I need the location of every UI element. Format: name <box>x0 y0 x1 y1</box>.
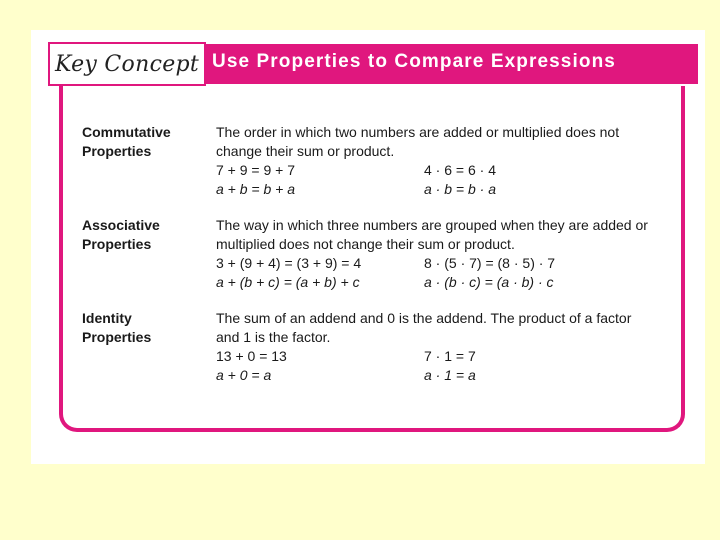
property-description-identity: The sum of an addend and 0 is the addend. The product of a factor and 1 is the factor. <box>216 310 632 345</box>
example-numeric: 7 + 9 = 9 + 7 <box>216 162 296 178</box>
key-concept-badge <box>48 42 206 86</box>
example-numeric: 3 + (9 + 4) = (3 + 9) = 4 <box>216 255 362 271</box>
example-variable: a · 1 = a <box>424 367 476 383</box>
property-name-commutative <box>82 123 207 161</box>
example-variable: a + (b + c) = (a + b) + c <box>216 274 360 290</box>
property-name-identity <box>82 309 207 347</box>
example-numeric: 13 + 0 = 13 <box>216 348 287 364</box>
example-numeric: 7 · 1 = 7 <box>424 348 476 364</box>
example-variable: a · (b · c) = (a · b) · c <box>424 274 554 290</box>
example-variable: a + b = b + a <box>216 181 296 197</box>
example-numeric: 4 · 6 = 6 · 4 <box>424 162 496 178</box>
key-concept-label: Key Concept <box>54 51 200 77</box>
example-variable: a · b = b · a <box>424 181 496 197</box>
property-name-line: Associative <box>82 217 160 233</box>
header-title: Use Properties to Compare Expressions <box>212 51 616 72</box>
property-name-line: Properties <box>82 236 152 252</box>
property-name-associative <box>82 216 207 254</box>
property-description-associative: The way in which three numbers are grouped when they are added or multiplied does not change their sum or product. <box>216 217 648 252</box>
property-name-line: Properties <box>82 143 152 159</box>
example-variable: a + 0 = a <box>216 367 272 383</box>
example-numeric: 8 · (5 · 7) = (8 · 5) · 7 <box>424 255 556 271</box>
property-name-line: Properties <box>82 329 152 345</box>
property-name-line: Identity <box>82 310 132 326</box>
property-description-commutative: The order in which two numbers are added or multiplied does not change their sum or product. <box>216 124 620 159</box>
property-name-line: Commutative <box>82 124 171 140</box>
